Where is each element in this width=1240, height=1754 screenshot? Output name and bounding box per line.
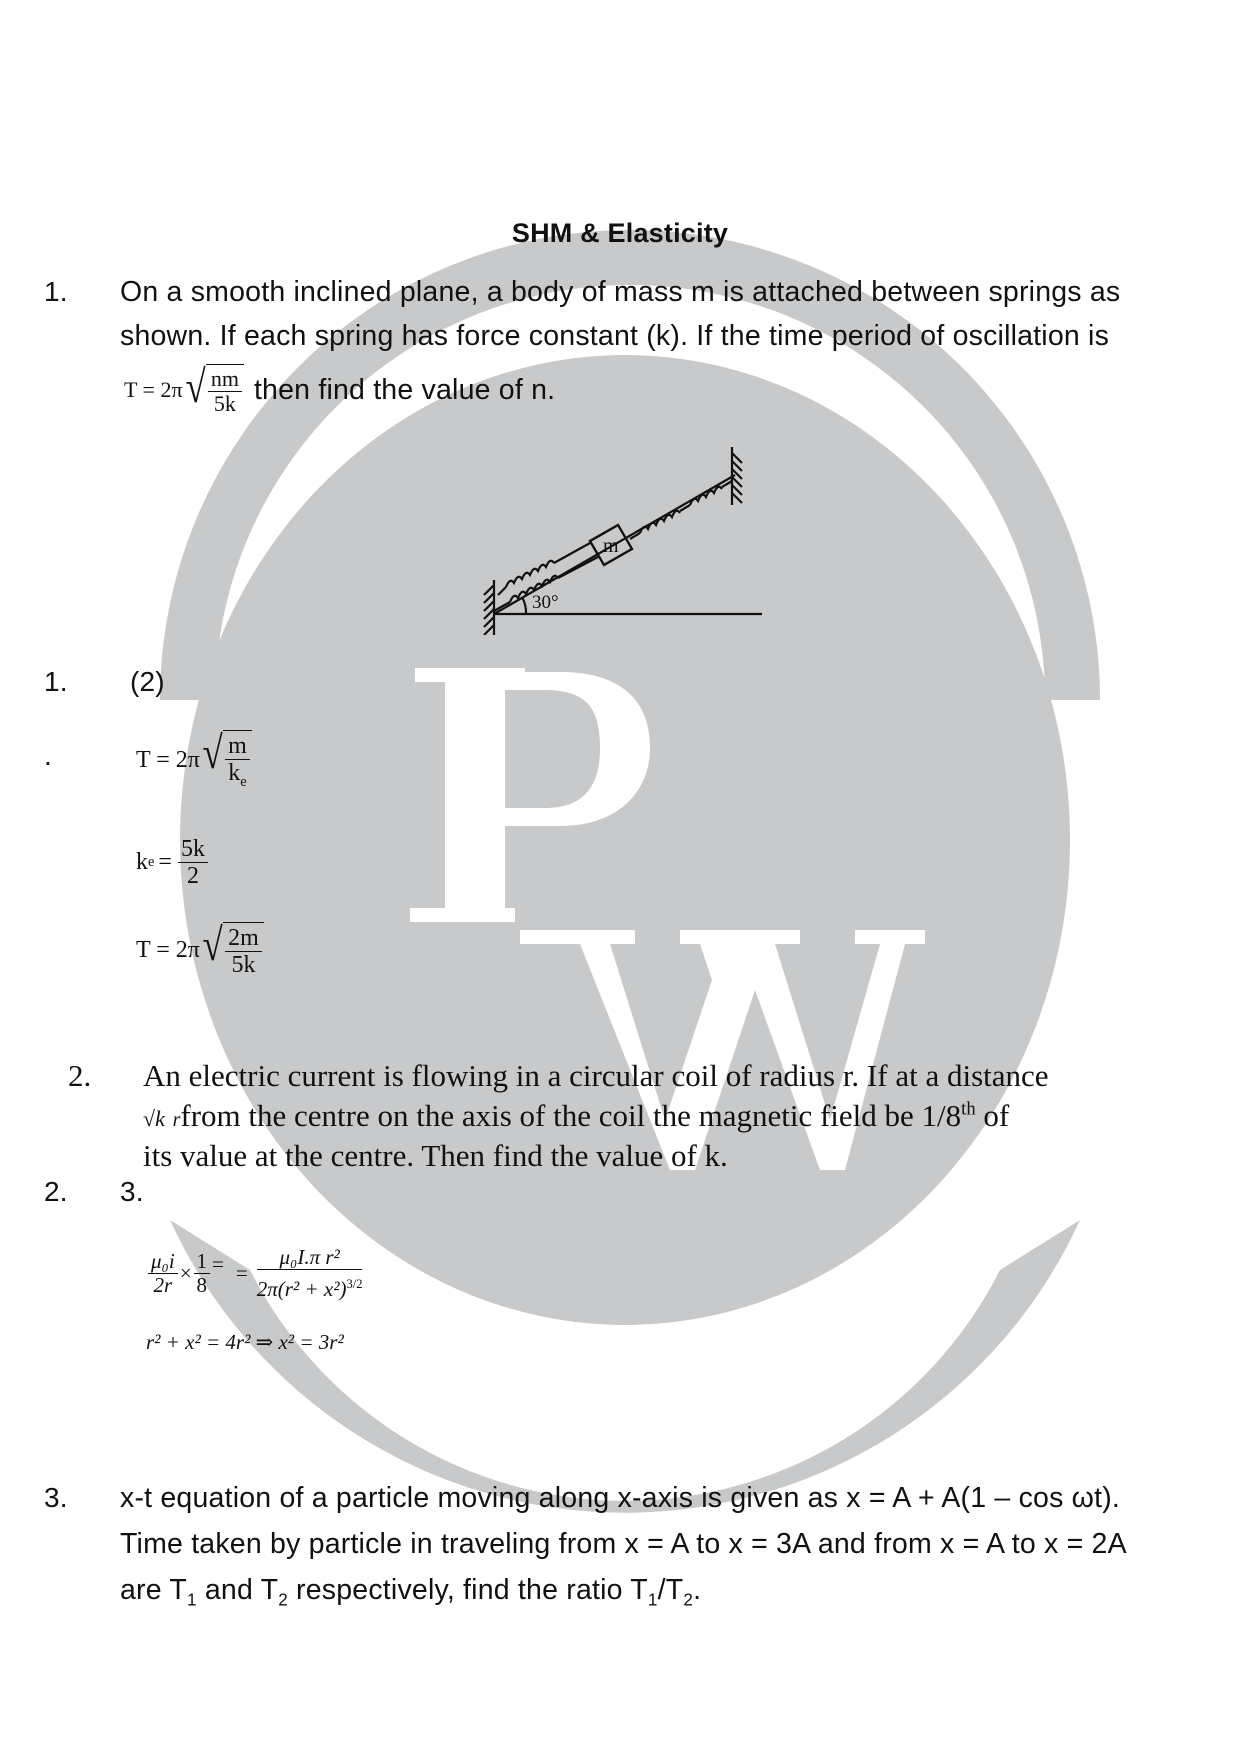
answer-2-value: 3. xyxy=(120,1176,144,1207)
answer-1-number: 1. xyxy=(44,666,68,697)
question-1-line-3: T = 2π √ $\frac{nm}{5k}$ then find the value of n. xyxy=(124,361,556,417)
question-2-line-1: An electric current is flowing in a circular coil of radius r. If at a distance xyxy=(143,1058,1049,1093)
answer-2-number: 2. xyxy=(44,1176,68,1207)
question-1-line-1: On a smooth inclined plane, a body of mass m is attached between springs as xyxy=(120,276,1121,308)
inclined-plane-spring-diagram xyxy=(470,445,770,635)
answer-2-equation-1: $\frac{\text{μ₀i}}{2r}$ × $\frac{1}{8}$ = = $\frac{\text{μ₀I.π r²}}{2\pi(r^2 + x^2)^{3/2}}$ xyxy=(146,1246,368,1301)
question-1-formula: T = 2π √ $\frac{nm}{5k}$ xyxy=(124,364,244,416)
question-3-number: 3. xyxy=(44,1482,68,1513)
answer-2-equation-2: r² + x² = 4r² ⇒ x² = 3r² xyxy=(146,1330,344,1354)
answer-1-equation-2: k e = $\frac{5k}{2}$ xyxy=(136,836,210,890)
answer-1-equation-3: T = 2π √ $\frac{2m}{5k}$ xyxy=(136,922,264,979)
question-1-line-2: shown. If each spring has force constant (k). If the time period of oscillation is xyxy=(120,320,1110,352)
mass-label: m xyxy=(603,535,619,557)
question-2-line-2: √k rfrom the centre on the axis of the coil the magnetic field be 1/8th of xyxy=(143,1098,1010,1133)
question-2-number: 2. xyxy=(68,1058,92,1093)
page-title: SHM & Elasticity xyxy=(511,218,729,248)
sqrt-symbol: √ $\frac{nm}{5k}$ xyxy=(183,364,244,416)
answer-1-bullet: . xyxy=(44,740,52,771)
question-1-number: 1. xyxy=(44,276,68,307)
question-3-line-2: Time taken by particle in traveling from x = A to x = 3A and from x = A to x = 2A xyxy=(120,1528,1127,1560)
answer-1-equation-1: T = 2π √ $\frac{m}{k_e}$ xyxy=(136,730,252,791)
angle-label: 30° xyxy=(532,592,559,613)
question-3-line-3: are $T_1$ and $T_2$ respectively, find the ratio $T_1/T_2$. xyxy=(120,1574,702,1610)
answer-1-value: (2) xyxy=(130,666,165,697)
question-3-line-1: x-t equation of a particle moving along x-axis is given as x = A + A(1 – cos ωt). xyxy=(120,1482,1121,1514)
question-2-line-3: its value at the centre. Then find the value of k. xyxy=(143,1138,728,1173)
